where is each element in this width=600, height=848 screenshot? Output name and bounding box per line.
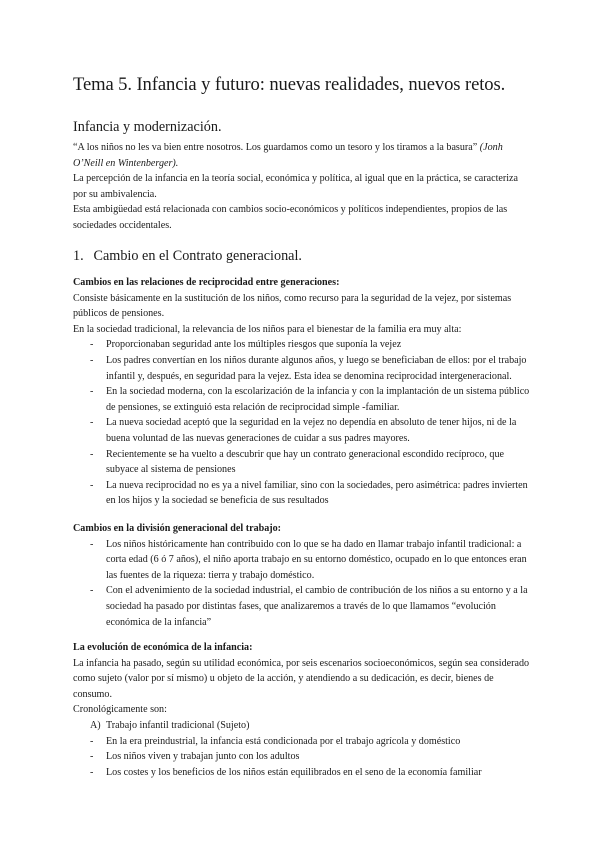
intro-paragraph: La percepción de la infancia en la teoría social, económica y política, al igual que en la práctica, se caracteriza por su ambivalencia. [73,173,519,200]
intro-quote [73,140,533,171]
list-item: - Proporcionaban seguridad ante los múltiples riesgos que suponía la vejez [73,337,533,353]
section-title: Cambios en la división generacional del trabajo: [73,523,282,534]
section-paragraph: La infancia ha pasado, según su utilidad económica, por seis escenarios socioeconómicos, según sea considerado como sujeto (valor por sí mismo) u objeto de la acción, y atendiendo a su dedicación, es decir, bienes de consumo. [73,657,530,700]
document-title: Tema 5. Infancia y futuro: nuevas realidades, nuevos retos. [73,74,506,95]
section-reciprocity [73,275,533,509]
section-paragraph: En la sociedad tradicional, la relevancia de los niños para el bienestar de la familia era muy alta: [73,323,462,335]
section-economic-evolution [73,640,533,780]
bullet-list [73,734,533,781]
list-item: - La nueva sociedad aceptó que la seguridad en la vejez no dependía en absoluto de tener hijos, ni de la buena voluntad de las nuevas generaciones de cuidar a sus padres mayores. [73,415,533,446]
item-text: Trabajo infantil tradicional (Sujeto) [106,719,250,731]
heading-number: 1. [73,248,84,264]
list-item: - En la sociedad moderna, con la escolarización de la infancia y con la implantación de un sistema público de pensiones, se extinguió esta relación de reciprocidad simple -familiar. [73,384,533,415]
chronology-label: Cronológicamente son: [73,704,167,716]
bullet-list [73,337,533,509]
list-item: - Los costes y los beneficios de los niños están equilibrados en el seno de la economía familiar [73,765,533,781]
quote-source: (Jonh O’Neill en Wintenberger). [73,142,503,169]
list-item: - Los niños históricamente han contribuido con lo que se ha dado en llamar trabajo infantil tradicional: a corta edad (6 ó 7 años), el niño aporta trabajo en su entorno doméstico, ocupado en lo que entonces eran las fuentes de la riqueza: tierra y trabajo doméstico. [73,537,533,584]
list-item: - Los padres convertían en los niños durante algunos años, y luego se beneficiaban de ellos: por el trabajo infantil y, después, en seguridad para la vejez. Esta idea se denomina reciprocidad intergeneracional. [73,353,533,384]
intro-paragraph: Esta ambigüedad está relacionada con cambios socio-económicos y políticos independientes, propios de las sociedades occidentales. [73,204,508,231]
section-title: La evolución de económica de la infancia: [73,642,253,653]
list-item: - En la era preindustrial, la infancia está condicionada por el trabajo agrícola y doméstico [73,734,533,750]
item-letter: A) [90,719,101,731]
list-item: - Con el advenimiento de la sociedad industrial, el cambio de contribución de los niños a su entorno y a la sociedad ha pasado por distintas fases, que analizaremos a través de lo que llamamos “evolución económica de la infancia” [73,583,533,630]
section-paragraph: Consiste básicamente en la sustitución de los niños, como recurso para la seguridad de la vejez, por sistemas públicos de pensiones. [73,292,512,320]
section-division-of-labour [73,521,533,630]
document-subtitle: Infancia y modernización. [73,119,222,135]
intro-block [73,140,533,234]
quote-text: “A los niños no les va bien entre nosotros. Los guardamos como un tesoro y los tiramos a la basura” [73,142,478,153]
bullet-list [73,537,533,631]
heading-text: Cambio en el Contrato generacional. [93,248,302,264]
section-heading [73,248,302,265]
section-title: Cambios en las relaciones de reciprocidad entre generaciones: [73,277,340,288]
list-item: - Recientemente se ha vuelto a descubrir que hay un contrato generacional escondido recíproco, que subyace al sistema de pensiones [73,447,533,478]
lettered-item [73,718,533,734]
list-item: - Los niños viven y trabajan junto con los adultos [73,749,533,765]
list-item: - La nueva reciprocidad no es ya a nivel familiar, sino con la sociedades, pero asimétrica: padres invierten en los hijos y la sociedad se beneficia de sus resultados [73,478,533,509]
